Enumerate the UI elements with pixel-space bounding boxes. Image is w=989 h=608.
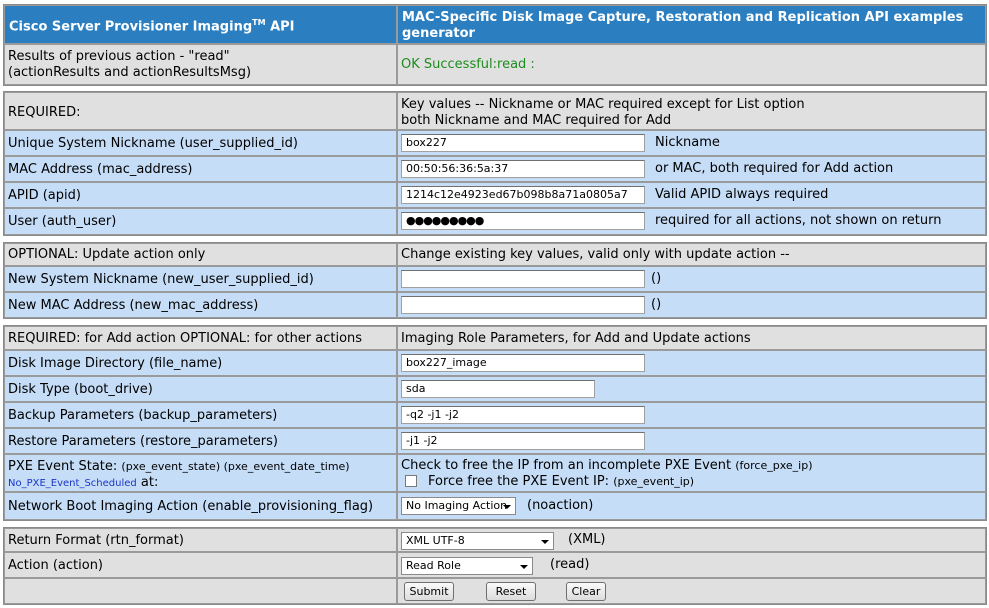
optional-section — [3, 242, 987, 319]
mac-row — [4, 156, 986, 182]
disk-image-input[interactable]: box227_image — [401, 354, 645, 372]
new-nickname-row — [4, 266, 986, 292]
action-label-cell — [4, 552, 397, 578]
buttons-empty-cell — [4, 578, 397, 604]
disk-image-value-cell — [397, 350, 986, 376]
user-value-cell — [397, 208, 986, 235]
restore-params-input[interactable]: -j1 -j2 — [401, 432, 645, 450]
imaging-heading-cell — [4, 326, 397, 350]
imaging-action-select[interactable] — [401, 497, 516, 515]
new-nickname-label: New System Nickname (new_user_supplied_id) — [8, 272, 314, 287]
apid-input[interactable]: 1214c12e4923ed67b098b8a71a0805a7 — [401, 186, 645, 204]
results-label-line1: Results of previous action - "read" — [8, 49, 230, 64]
pxe-row — [4, 454, 986, 492]
action-select[interactable] — [401, 557, 533, 575]
restore-label-cell — [4, 428, 397, 454]
optional-heading-row — [4, 243, 986, 266]
nbi-row — [4, 492, 986, 520]
required-note-line1: Key values -- Nickname or MAC required except for List option — [401, 97, 805, 112]
required-heading-row — [4, 92, 986, 130]
rtn-format-row — [4, 528, 986, 552]
new-mac-hint: () — [651, 297, 662, 312]
restore-row — [4, 428, 986, 454]
new-nickname-input[interactable] — [401, 270, 645, 288]
pxe-event-link[interactable]: No_PXE_Event_Scheduled — [8, 478, 137, 489]
imaging-heading-row — [4, 326, 986, 350]
pxe-force-small: (pxe_event_ip) — [613, 475, 695, 488]
pxe-check-note: Check to free the IP from an incomplete PXE Event — [401, 458, 732, 473]
optional-note-cell — [397, 243, 986, 266]
new-mac-input[interactable] — [401, 296, 645, 314]
optional-heading: OPTIONAL: Update action only — [8, 247, 206, 262]
buttons-cell — [397, 578, 986, 604]
restore-label: Restore Parameters (restore_parameters) — [8, 434, 278, 449]
action-hint: (read) — [550, 557, 590, 572]
new-nickname-value-cell — [397, 266, 986, 292]
pxe-check-note-small: (force_pxe_ip) — [735, 459, 813, 472]
nickname-hint: Nickname — [655, 135, 720, 150]
imaging-note: Imaging Role Parameters, for Add and Update actions — [401, 331, 751, 346]
action-label: Action (action) — [8, 558, 104, 573]
chevron-down-icon — [503, 505, 511, 509]
pxe-at-label: at: — [140, 475, 159, 490]
action-value-cell — [397, 552, 986, 578]
buttons-row — [4, 578, 986, 604]
nbi-hint: (noaction) — [527, 498, 594, 513]
rtn-format-hint: (XML) — [568, 532, 606, 547]
results-row — [4, 44, 986, 85]
action-row — [4, 552, 986, 578]
auth-user-password-input[interactable]: ●●●●●●●●● — [401, 212, 645, 230]
required-heading: REQUIRED: — [8, 105, 81, 120]
optional-note: Change existing key values, valid only with update action -- — [401, 247, 790, 262]
user-label: User (auth_user) — [8, 214, 117, 229]
app-title: Cisco Server Provisioner Imaging — [9, 19, 253, 35]
apid-value-cell — [397, 182, 986, 208]
disk-type-label: Disk Type (boot_drive) — [8, 382, 153, 397]
new-nickname-hint: () — [651, 271, 662, 286]
backup-label: Backup Parameters (backup_parameters) — [8, 408, 278, 423]
user-row — [4, 208, 986, 235]
disk-type-label-cell — [4, 376, 397, 402]
imaging-note-cell — [397, 326, 986, 350]
return-format-select[interactable] — [401, 532, 554, 550]
pxe-label-cell — [4, 454, 397, 492]
backup-row — [4, 402, 986, 428]
disk-type-input[interactable]: sda — [401, 380, 595, 398]
mac-hint: or MAC, both required for Add action — [655, 161, 894, 176]
nbi-value-cell — [397, 492, 986, 520]
new-mac-value-cell — [397, 292, 986, 318]
trademark: TM — [252, 18, 266, 27]
required-section — [3, 91, 987, 236]
pxe-force-label: Force free the PXE Event IP: — [428, 474, 610, 489]
required-note-cell — [397, 92, 986, 130]
restore-value-cell — [397, 428, 986, 454]
mac-label-cell — [4, 156, 397, 182]
nickname-value-cell — [397, 130, 986, 156]
optional-heading-cell — [4, 243, 397, 266]
nickname-input[interactable]: box227 — [401, 134, 645, 152]
user-label-cell — [4, 208, 397, 235]
mac-address-input[interactable]: 00:50:56:36:5a:37 — [401, 160, 645, 178]
rtn-value-cell — [397, 528, 986, 552]
chevron-down-icon — [541, 540, 549, 544]
mac-value-cell — [397, 156, 986, 182]
submit-button[interactable]: Submit — [404, 582, 454, 601]
chevron-down-icon — [520, 565, 528, 569]
new-nickname-label-cell — [4, 266, 397, 292]
header-section — [3, 4, 987, 86]
imaging-heading: REQUIRED: for Add action OPTIONAL: for other actions — [8, 331, 363, 346]
disk-type-row — [4, 376, 986, 402]
backup-params-input[interactable]: -q2 -j1 -j2 — [401, 406, 645, 424]
disk-image-row — [4, 350, 986, 376]
results-label-cell — [4, 44, 397, 85]
nbi-label: Network Boot Imaging Action (enable_provisioning_flag) — [8, 499, 374, 514]
disk-image-label: Disk Image Directory (file_name) — [8, 356, 223, 371]
nickname-row — [4, 130, 986, 156]
app-title-suffix: API — [265, 19, 295, 35]
clear-button[interactable]: Clear — [566, 582, 606, 601]
results-status: OK Successful:read : — [401, 57, 535, 72]
imaging-section — [3, 325, 987, 521]
new-mac-label: New MAC Address (new_mac_address) — [8, 298, 259, 313]
user-hint: required for all actions, not shown on return — [655, 213, 942, 228]
nickname-label: Unique System Nickname (user_supplied_id) — [8, 136, 298, 151]
force-pxe-ip-checkbox[interactable] — [405, 475, 417, 487]
pxe-label: PXE Event State: — [8, 459, 118, 474]
page-title-line1: MAC-Specific Disk Image Capture, Restoration and Replication API examples — [402, 10, 964, 25]
header-left — [4, 5, 397, 44]
rtn-format-label: Return Format (rtn_format) — [8, 533, 184, 548]
apid-label: APID (apid) — [8, 188, 81, 203]
header-row — [4, 5, 986, 44]
apid-hint: Valid APID always required — [655, 187, 829, 202]
pxe-value-cell — [397, 454, 986, 492]
mac-label: MAC Address (mac_address) — [8, 162, 193, 177]
page-title-line2: generator — [402, 26, 475, 41]
disk-type-value-cell — [397, 376, 986, 402]
apid-label-cell — [4, 182, 397, 208]
backup-value-cell — [397, 402, 986, 428]
rtn-label-cell — [4, 528, 397, 552]
reset-button[interactable]: Reset — [486, 582, 536, 601]
results-label-line2: (actionResults and actionResultsMsg) — [8, 65, 252, 80]
disk-image-label-cell — [4, 350, 397, 376]
imaging-action-value: No Imaging Action — [406, 499, 508, 512]
required-heading-cell — [4, 92, 397, 130]
nickname-label-cell — [4, 130, 397, 156]
pxe-label-small: (pxe_event_state) (pxe_event_date_time) — [121, 460, 350, 473]
new-mac-label-cell — [4, 292, 397, 318]
new-mac-row — [4, 292, 986, 318]
backup-label-cell — [4, 402, 397, 428]
action-section — [3, 527, 987, 605]
action-value: Read Role — [406, 559, 461, 572]
apid-row — [4, 182, 986, 208]
header-right — [397, 5, 986, 44]
required-note-line2: both Nickname and MAC required for Add — [401, 113, 672, 128]
nbi-label-cell — [4, 492, 397, 520]
results-value-cell — [397, 44, 986, 85]
return-format-value: XML UTF-8 — [406, 534, 465, 547]
